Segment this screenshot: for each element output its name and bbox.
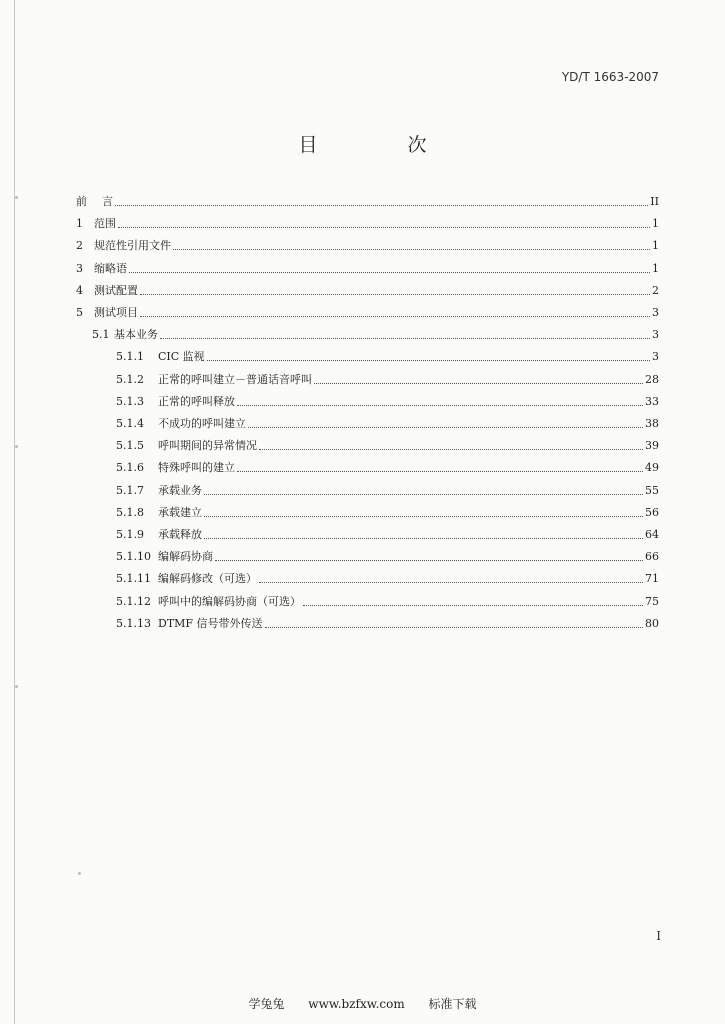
scan-speck [15,196,18,199]
toc-entry-page: 56 [645,505,659,519]
toc-entry[interactable] [116,413,659,431]
toc-entry-number: 前 [76,195,87,208]
toc-entry-number: 5 [76,306,83,319]
toc-leader-dots [173,249,650,250]
toc-entry-number: 5.1.11 [116,572,151,586]
toc-entry-label: 不成功的呼叫建立 [158,417,246,430]
toc-entry-page: 75 [645,594,659,608]
toc-entry[interactable] [116,391,659,409]
toc-entry[interactable] [116,369,659,387]
toc-entry-page: II [650,195,659,208]
toc-entry[interactable] [76,213,659,231]
toc-entry-page: 64 [645,528,659,541]
toc-entry-number: 5.1.8 [116,505,144,519]
toc-entry-page: 3 [652,350,659,364]
toc-entry[interactable] [116,457,659,475]
toc-entry[interactable] [116,435,659,453]
toc-entry-label: 范围 [94,217,116,231]
toc-entry-label: 承载建立 [158,505,202,519]
toc-entry-number: 5.1.1 [116,350,144,364]
toc-entry-page: 3 [652,328,659,342]
toc-entry-label: 承载业务 [158,483,202,497]
toc-entry-label: 测试配置 [94,283,138,297]
toc-entry-page: 80 [645,616,659,630]
toc-leader-dots [314,383,643,384]
toc-entry-label: 承载释放 [158,528,202,541]
toc-entry[interactable] [116,568,659,586]
scan-speck [78,872,81,875]
toc-entry[interactable] [116,524,659,542]
toc-leader-dots [160,338,650,339]
toc-leader-dots [207,360,650,361]
toc-entry-label: 编解码协商 [158,550,213,564]
toc-leader-dots [215,560,643,561]
toc-leader-dots [204,516,643,517]
toc-entry-label: 缩略语 [94,261,127,275]
toc-entry-label: DTMF 信号带外传送 [158,616,263,630]
toc-leader-dots [140,294,650,295]
footer-site-name: 学兔兔 [248,997,285,1011]
page-number: I [656,929,661,943]
toc-leader-dots [259,582,643,583]
toc-leader-dots [248,427,643,428]
toc-entry[interactable] [116,480,659,498]
toc-entry-number: 5.1 [92,328,110,342]
toc-leader-dots [140,316,650,317]
toc-entry-page: 38 [645,417,659,430]
footer-tagline: 标准下载 [428,997,477,1011]
toc-entry-page: 49 [645,461,659,475]
toc-leader-dots [265,627,643,628]
toc-leader-dots [115,205,648,206]
toc-entry-number: 5.1.4 [116,417,144,430]
toc-entry-page: 1 [652,261,659,275]
toc-entry-page: 3 [652,306,659,319]
toc-entry-page: 33 [645,394,659,408]
toc-entry-number: 1 [76,217,83,231]
footer-watermark [0,995,725,1012]
toc-entry-label: CIC 监视 [158,350,205,364]
toc-title: 目 次 [298,134,469,156]
toc-entry-number: 5.1.3 [116,394,144,408]
toc-entry-label: 规范性引用文件 [94,239,171,253]
footer-url[interactable]: www.bzfxw.com [308,997,405,1011]
toc-entry-number: 5.1.2 [116,372,144,386]
toc-entry-label: 呼叫期间的异常情况 [158,439,257,453]
toc-entry-page: 39 [645,439,659,453]
toc-leader-dots [118,227,650,228]
toc-entry[interactable] [76,302,659,320]
toc-leader-dots [204,494,643,495]
toc-entry[interactable] [76,191,659,209]
toc-entry-label: 言 [102,195,113,208]
document-code: YD/T 1663-2007 [561,70,659,84]
toc-entry-label: 基本业务 [114,328,158,342]
toc-leader-dots [303,605,643,606]
toc-entry-number: 5.1.9 [116,528,144,541]
toc-entry-label: 呼叫中的编解码协商（可选） [158,594,301,608]
toc-entry-page: 71 [645,572,659,586]
toc-entry-number: 5.1.12 [116,594,151,608]
toc-entry-number: 5.1.6 [116,461,144,475]
toc-entry[interactable] [116,346,659,364]
toc-entry[interactable] [76,280,659,298]
toc-entry[interactable] [116,546,659,564]
toc-leader-dots [204,538,643,539]
toc-entry[interactable] [116,502,659,520]
toc-entry[interactable] [116,613,659,631]
toc-entry-label: 特殊呼叫的建立 [158,461,235,475]
toc-entry[interactable] [116,591,659,609]
toc-entry-page: 66 [645,550,659,564]
toc-entry-number: 5.1.10 [116,550,151,564]
toc-entry-number: 5.1.7 [116,483,144,497]
toc-leader-dots [259,449,643,450]
toc-entry[interactable] [76,235,659,253]
toc-entry-page: 28 [645,372,659,386]
toc-entry-label: 测试项目 [94,306,138,319]
toc-entry-page: 1 [652,239,659,253]
toc-entry-number: 3 [76,261,83,275]
toc-leader-dots [237,471,643,472]
toc-entry[interactable] [92,324,659,342]
toc-entry-page: 2 [652,283,659,297]
toc-leader-dots [237,405,643,406]
toc-entry-number: 2 [76,239,83,253]
scan-speck [15,685,18,688]
toc-leader-dots [129,272,650,273]
toc-entry-number: 5.1.13 [116,616,151,630]
toc-entry-label: 正常的呼叫释放 [158,394,235,408]
toc-entry-label: 编解码修改（可选） [158,572,257,586]
toc-entry-number: 4 [76,283,83,297]
toc-entry-page: 55 [645,483,659,497]
toc-entry[interactable] [76,258,659,276]
toc-entry-page: 1 [652,217,659,231]
scan-speck [15,445,18,448]
toc-entry-label: 正常的呼叫建立－普通话音呼叫 [158,372,312,386]
toc-entry-number: 5.1.5 [116,439,144,453]
